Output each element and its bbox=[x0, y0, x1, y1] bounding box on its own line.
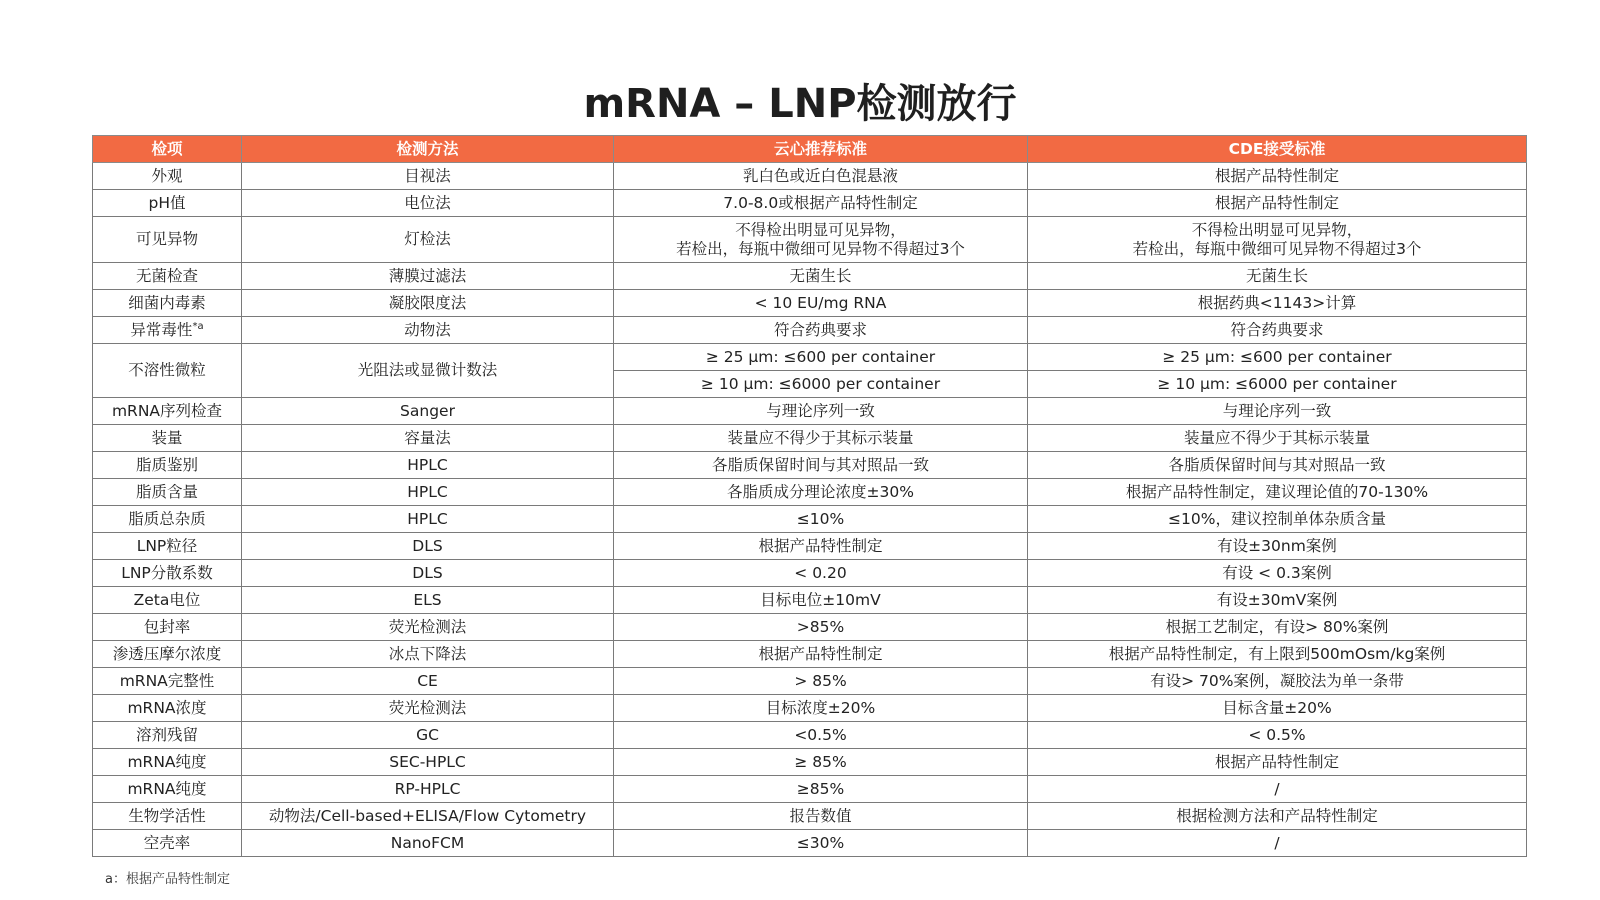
cell-cde: 根据检测方法和产品特性制定 bbox=[1028, 803, 1527, 830]
cell-recommended: <0.5% bbox=[614, 722, 1028, 749]
cell-item: 可见异物 bbox=[93, 217, 242, 263]
cell-method: Sanger bbox=[242, 398, 614, 425]
cell-method: HPLC bbox=[242, 452, 614, 479]
cell-cde: 有设±30mV案例 bbox=[1028, 587, 1527, 614]
cell-item: pH值 bbox=[93, 190, 242, 217]
table-header-row bbox=[93, 136, 1527, 163]
cell-recommended: ≤30% bbox=[614, 830, 1028, 857]
release-spec-table bbox=[92, 135, 1527, 857]
cell-recommended: < 0.20 bbox=[614, 560, 1028, 587]
cell-item: 溶剂残留 bbox=[93, 722, 242, 749]
cell-item: mRNA完整性 bbox=[93, 668, 242, 695]
cell-recommended: 与理论序列一致 bbox=[614, 398, 1028, 425]
cell-item: 外观 bbox=[93, 163, 242, 190]
cell-cde: 有设 < 0.3案例 bbox=[1028, 560, 1527, 587]
cell-cde: 根据工艺制定，有设> 80%案例 bbox=[1028, 614, 1527, 641]
cell-recommended: 各脂质保留时间与其对照品一致 bbox=[614, 452, 1028, 479]
header-method: 检测方法 bbox=[242, 136, 614, 163]
cell-item: 无菌检查 bbox=[93, 263, 242, 290]
cell-recommended: 7.0-8.0或根据产品特性制定 bbox=[614, 190, 1028, 217]
footnote-marker: *a bbox=[192, 320, 204, 332]
cell-recommended: 各脂质成分理论浓度±30% bbox=[614, 479, 1028, 506]
cell-method: NanoFCM bbox=[242, 830, 614, 857]
cell-item: 脂质总杂质 bbox=[93, 506, 242, 533]
header-item: 检项 bbox=[93, 136, 242, 163]
cell-method: 荧光检测法 bbox=[242, 614, 614, 641]
cell-method: SEC-HPLC bbox=[242, 749, 614, 776]
cell-method: 动物法 bbox=[242, 317, 614, 344]
cell-recommended: 装量应不得少于其标示装量 bbox=[614, 425, 1028, 452]
cell-item: 空壳率 bbox=[93, 830, 242, 857]
cell-method: HPLC bbox=[242, 506, 614, 533]
cell-item: mRNA纯度 bbox=[93, 749, 242, 776]
cell-item: LNP分散系数 bbox=[93, 560, 242, 587]
table-row bbox=[93, 587, 1527, 614]
cell-recommended: ≥ 85% bbox=[614, 749, 1028, 776]
table-row bbox=[93, 217, 1527, 263]
cell-cde: 根据产品特性制定 bbox=[1028, 190, 1527, 217]
cell-recommended: 目标浓度±20% bbox=[614, 695, 1028, 722]
cell-line: 不得检出明显可见异物， bbox=[735, 220, 906, 239]
cell-recommended: < 10 EU/mg RNA bbox=[614, 290, 1028, 317]
cell-item: 细菌内毒素 bbox=[93, 290, 242, 317]
header-cde: CDE接受标准 bbox=[1028, 136, 1527, 163]
cell-cde: < 0.5% bbox=[1028, 722, 1527, 749]
cell-cde: 目标含量±20% bbox=[1028, 695, 1527, 722]
table-row bbox=[93, 452, 1527, 479]
cell-line: 若检出，每瓶中微细可见异物不得超过3个 bbox=[1132, 239, 1422, 258]
cell-method: 容量法 bbox=[242, 425, 614, 452]
cell-item: Zeta电位 bbox=[93, 587, 242, 614]
cell-recommended: ≤10% bbox=[614, 506, 1028, 533]
cell-item: mRNA序列检查 bbox=[93, 398, 242, 425]
cell-cde: / bbox=[1028, 776, 1527, 803]
table-row bbox=[93, 263, 1527, 290]
cell-cde: 各脂质保留时间与其对照品一致 bbox=[1028, 452, 1527, 479]
cell-cde: ≥ 25 μm: ≤600 per container bbox=[1028, 344, 1527, 371]
cell-item: 脂质含量 bbox=[93, 479, 242, 506]
table-row bbox=[93, 560, 1527, 587]
table-row bbox=[93, 506, 1527, 533]
cell-cde: 装量应不得少于其标示装量 bbox=[1028, 425, 1527, 452]
cell-recommended: > 85% bbox=[614, 668, 1028, 695]
table-row bbox=[93, 803, 1527, 830]
cell-method: 动物法/Cell-based+ELISA/Flow Cytometry bbox=[242, 803, 614, 830]
table-row bbox=[93, 290, 1527, 317]
cell-recommended: ≥ 25 μm: ≤600 per container bbox=[614, 344, 1028, 371]
cell-cde: / bbox=[1028, 830, 1527, 857]
cell-cde: 有设> 70%案例，凝胶法为单一条带 bbox=[1028, 668, 1527, 695]
table-row bbox=[93, 614, 1527, 641]
cell-item: mRNA纯度 bbox=[93, 776, 242, 803]
cell-line: 若检出，每瓶中微细可见异物不得超过3个 bbox=[676, 239, 965, 258]
cell-method: 光阻法或显微计数法 bbox=[242, 344, 614, 398]
cell-cde: 有设±30nm案例 bbox=[1028, 533, 1527, 560]
table-row bbox=[93, 533, 1527, 560]
cell-item: mRNA浓度 bbox=[93, 695, 242, 722]
cell-recommended: ≥85% bbox=[614, 776, 1028, 803]
cell-item: 脂质鉴别 bbox=[93, 452, 242, 479]
cell-item: LNP粒径 bbox=[93, 533, 242, 560]
table-row bbox=[93, 695, 1527, 722]
cell-method: GC bbox=[242, 722, 614, 749]
cell-cde: ≤10%，建议控制单体杂质含量 bbox=[1028, 506, 1527, 533]
cell-method: HPLC bbox=[242, 479, 614, 506]
cell-recommended: 根据产品特性制定 bbox=[614, 641, 1028, 668]
cell-item: 装量 bbox=[93, 425, 242, 452]
cell-recommended: 根据产品特性制定 bbox=[614, 533, 1028, 560]
cell-method: CE bbox=[242, 668, 614, 695]
table-row bbox=[93, 641, 1527, 668]
cell-method: RP-HPLC bbox=[242, 776, 614, 803]
table-row bbox=[93, 668, 1527, 695]
cell-cde: 根据药典<1143>计算 bbox=[1028, 290, 1527, 317]
cell-cde: 根据产品特性制定 bbox=[1028, 163, 1527, 190]
table-row bbox=[93, 425, 1527, 452]
cell-recommended: 目标电位±10mV bbox=[614, 587, 1028, 614]
cell-cde: 根据产品特性制定 bbox=[1028, 749, 1527, 776]
cell-cde: 与理论序列一致 bbox=[1028, 398, 1527, 425]
cell-method: 灯检法 bbox=[242, 217, 614, 263]
cell-recommended: 无菌生长 bbox=[614, 263, 1028, 290]
cell-recommended bbox=[614, 217, 1028, 263]
page-title: mRNA – LNP检测放行 bbox=[583, 81, 1017, 127]
cell-recommended: ≥ 10 μm: ≤6000 per container bbox=[614, 371, 1028, 398]
cell-recommended: 乳白色或近白色混悬液 bbox=[614, 163, 1028, 190]
table-row bbox=[93, 398, 1527, 425]
cell-cde: 符合药典要求 bbox=[1028, 317, 1527, 344]
cell-method: DLS bbox=[242, 560, 614, 587]
table-row bbox=[93, 776, 1527, 803]
cell-cde bbox=[1028, 217, 1527, 263]
table-row bbox=[93, 317, 1527, 344]
cell-cde: 无菌生长 bbox=[1028, 263, 1527, 290]
cell-method: 荧光检测法 bbox=[242, 695, 614, 722]
cell-item: 渗透压摩尔浓度 bbox=[93, 641, 242, 668]
table-row bbox=[93, 830, 1527, 857]
cell-cde: 根据产品特性制定，建议理论值的70-130% bbox=[1028, 479, 1527, 506]
table-row bbox=[93, 190, 1527, 217]
cell-item bbox=[93, 317, 242, 344]
table-row bbox=[93, 722, 1527, 749]
table-row bbox=[93, 163, 1527, 190]
table-row bbox=[93, 344, 1527, 371]
cell-line: 不得检出明显可见异物， bbox=[1191, 220, 1363, 239]
cell-method: 电位法 bbox=[242, 190, 614, 217]
cell-method: 薄膜过滤法 bbox=[242, 263, 614, 290]
cell-cde: ≥ 10 μm: ≤6000 per container bbox=[1028, 371, 1527, 398]
table-row bbox=[93, 749, 1527, 776]
footnote: a：根据产品特性制定 bbox=[105, 872, 230, 887]
cell-item: 包封率 bbox=[93, 614, 242, 641]
cell-method: 目视法 bbox=[242, 163, 614, 190]
cell-recommended: 报告数值 bbox=[614, 803, 1028, 830]
cell-item: 不溶性微粒 bbox=[93, 344, 242, 398]
cell-item-text: 异常毒性 bbox=[130, 320, 193, 339]
cell-cde: 根据产品特性制定，有上限到500mOsm/kg案例 bbox=[1028, 641, 1527, 668]
cell-method: ELS bbox=[242, 587, 614, 614]
cell-method: DLS bbox=[242, 533, 614, 560]
header-recommended: 云心推荐标准 bbox=[614, 136, 1028, 163]
cell-recommended: 符合药典要求 bbox=[614, 317, 1028, 344]
cell-method: 凝胶限度法 bbox=[242, 290, 614, 317]
cell-recommended: >85% bbox=[614, 614, 1028, 641]
cell-method: 冰点下降法 bbox=[242, 641, 614, 668]
cell-item: 生物学活性 bbox=[93, 803, 242, 830]
table-row bbox=[93, 479, 1527, 506]
